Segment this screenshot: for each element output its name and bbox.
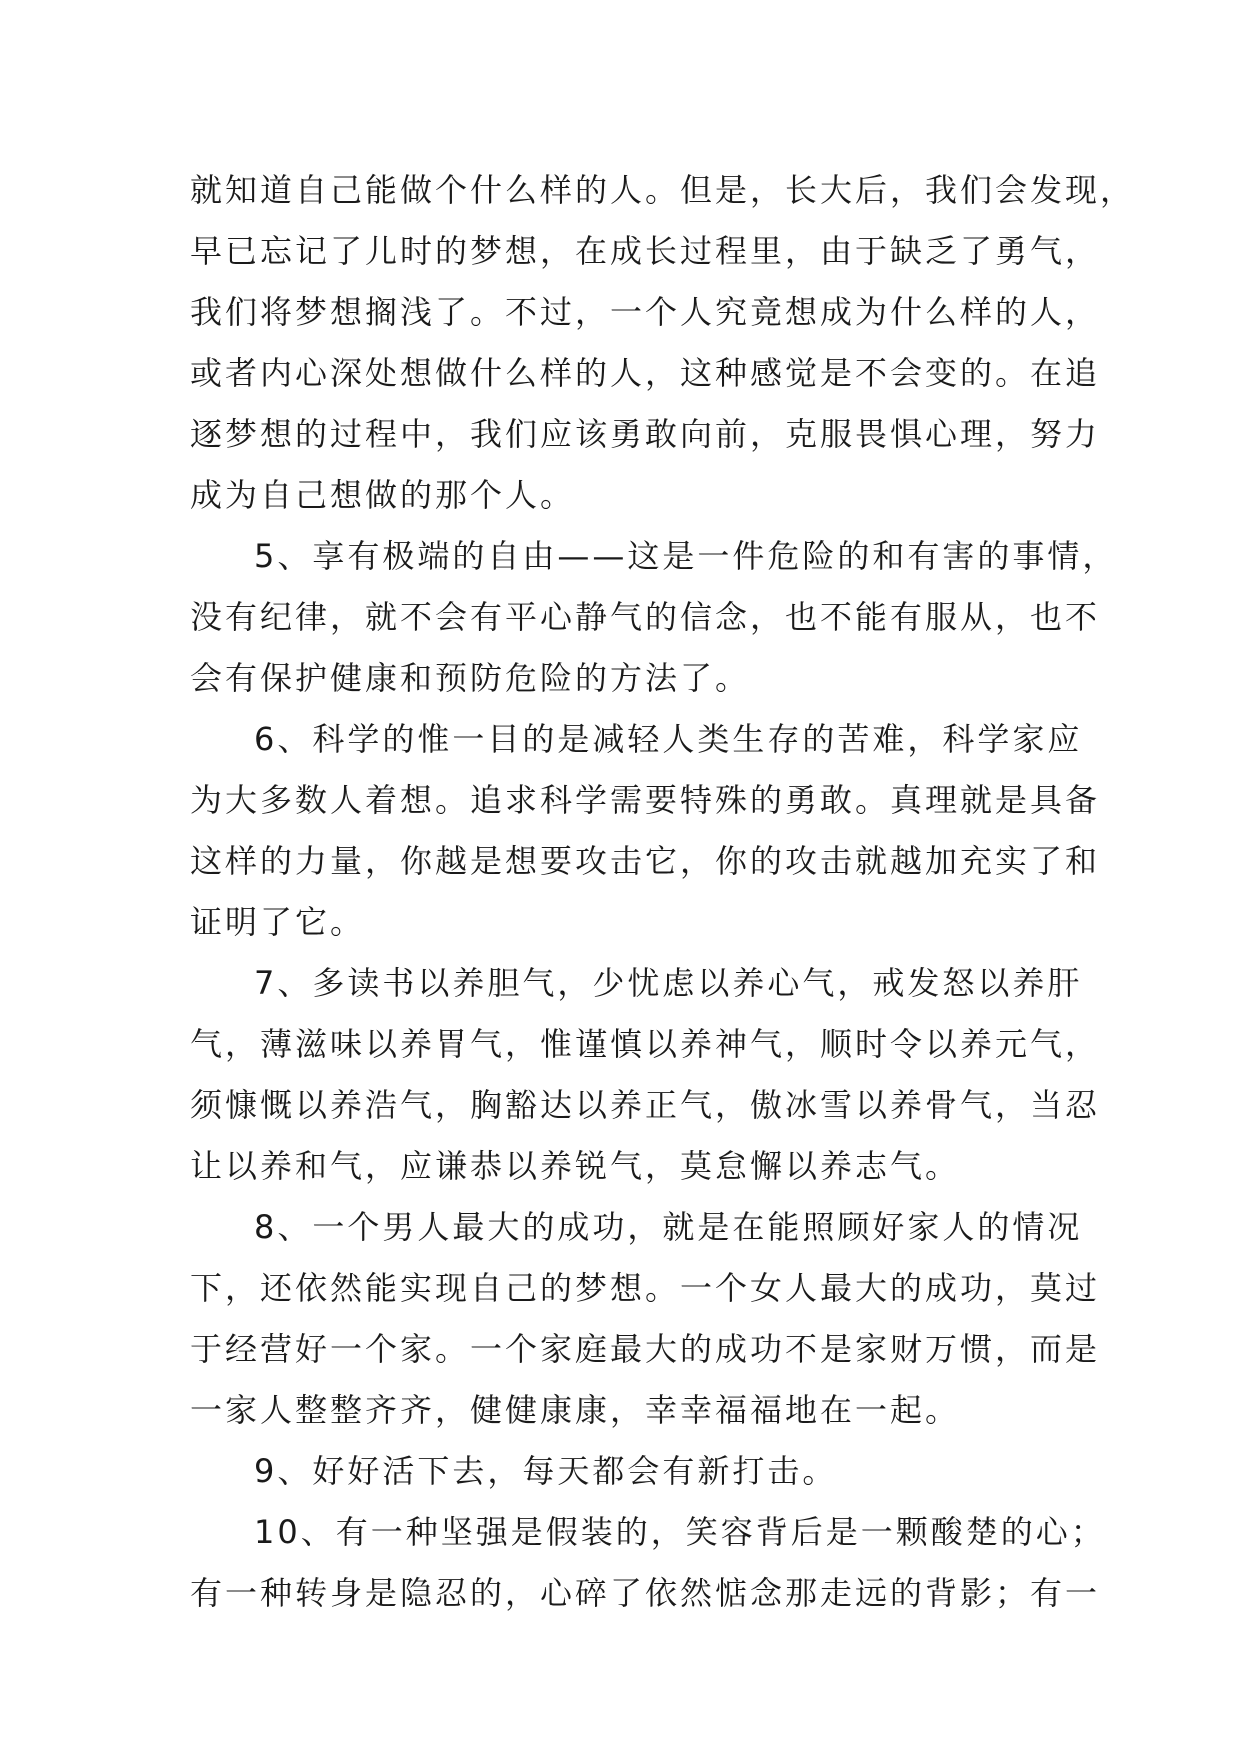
text-line: 或者内心深处想做什么样的人，这种感觉是不会变的。在追 xyxy=(190,354,1101,392)
text-line: 让以养和气，应谦恭以养锐气，莫怠懈以养志气。 xyxy=(190,1147,961,1185)
text-line: 为大多数人着想。追求科学需要特殊的勇敢。真理就是具备 xyxy=(190,781,1101,819)
text-line: 早已忘记了儿时的梦想，在成长过程里，由于缺乏了勇气， xyxy=(190,232,1101,270)
text-line: 这样的力量，你越是想要攻击它，你的攻击就越加充实了和 xyxy=(190,842,1101,880)
text-line: 于经营好一个家。一个家庭最大的成功不是家财万惯，而是 xyxy=(190,1330,1101,1368)
text-line: 会有保护健康和预防危险的方法了。 xyxy=(190,659,751,697)
text-line: 气，薄滋味以养胃气，惟谨慎以养神气，顺时令以养元气， xyxy=(190,1025,1101,1063)
text-line: 逐梦想的过程中，我们应该勇敢向前，克服畏惧心理，努力 xyxy=(190,415,1101,453)
text-line: 一家人整整齐齐，健健康康，幸幸福福地在一起。 xyxy=(190,1391,961,1429)
text-line: 我们将梦想搁浅了。不过，一个人究竟想成为什么样的人， xyxy=(190,293,1101,331)
paragraph-start-line: 5、享有极端的自由——这是一件危险的和有害的事情， xyxy=(254,537,1118,575)
paragraph-start-line: 9、好好活下去，每天都会有新打击。 xyxy=(254,1452,838,1490)
paragraph-start-line: 10、有一种坚强是假装的，笑容背后是一颗酸楚的心； xyxy=(254,1513,1106,1551)
paragraph-start-line: 8、一个男人最大的成功，就是在能照顾好家人的情况 xyxy=(254,1208,1083,1246)
text-line: 证明了它。 xyxy=(190,903,366,941)
document-body xyxy=(190,160,1136,1624)
paragraph-start-line: 7、多读书以养胆气，少忧虑以养心气，戒发怒以养肝 xyxy=(254,964,1083,1002)
text-line: 有一种转身是隐忍的，心碎了依然惦念那走远的背影；有一 xyxy=(190,1574,1101,1612)
paragraph-start-line: 6、科学的惟一目的是减轻人类生存的苦难，科学家应 xyxy=(254,720,1083,758)
text-line: 没有纪律，就不会有平心静气的信念，也不能有服从，也不 xyxy=(190,598,1101,636)
text-line: 下，还依然能实现自己的梦想。一个女人最大的成功，莫过 xyxy=(190,1269,1101,1307)
text-line: 须慷慨以养浩气，胸豁达以养正气，傲冰雪以养骨气，当忍 xyxy=(190,1086,1101,1124)
text-line: 就知道自己能做个什么样的人。但是，长大后，我们会发现， xyxy=(190,171,1136,209)
text-line: 成为自己想做的那个人。 xyxy=(190,476,576,514)
